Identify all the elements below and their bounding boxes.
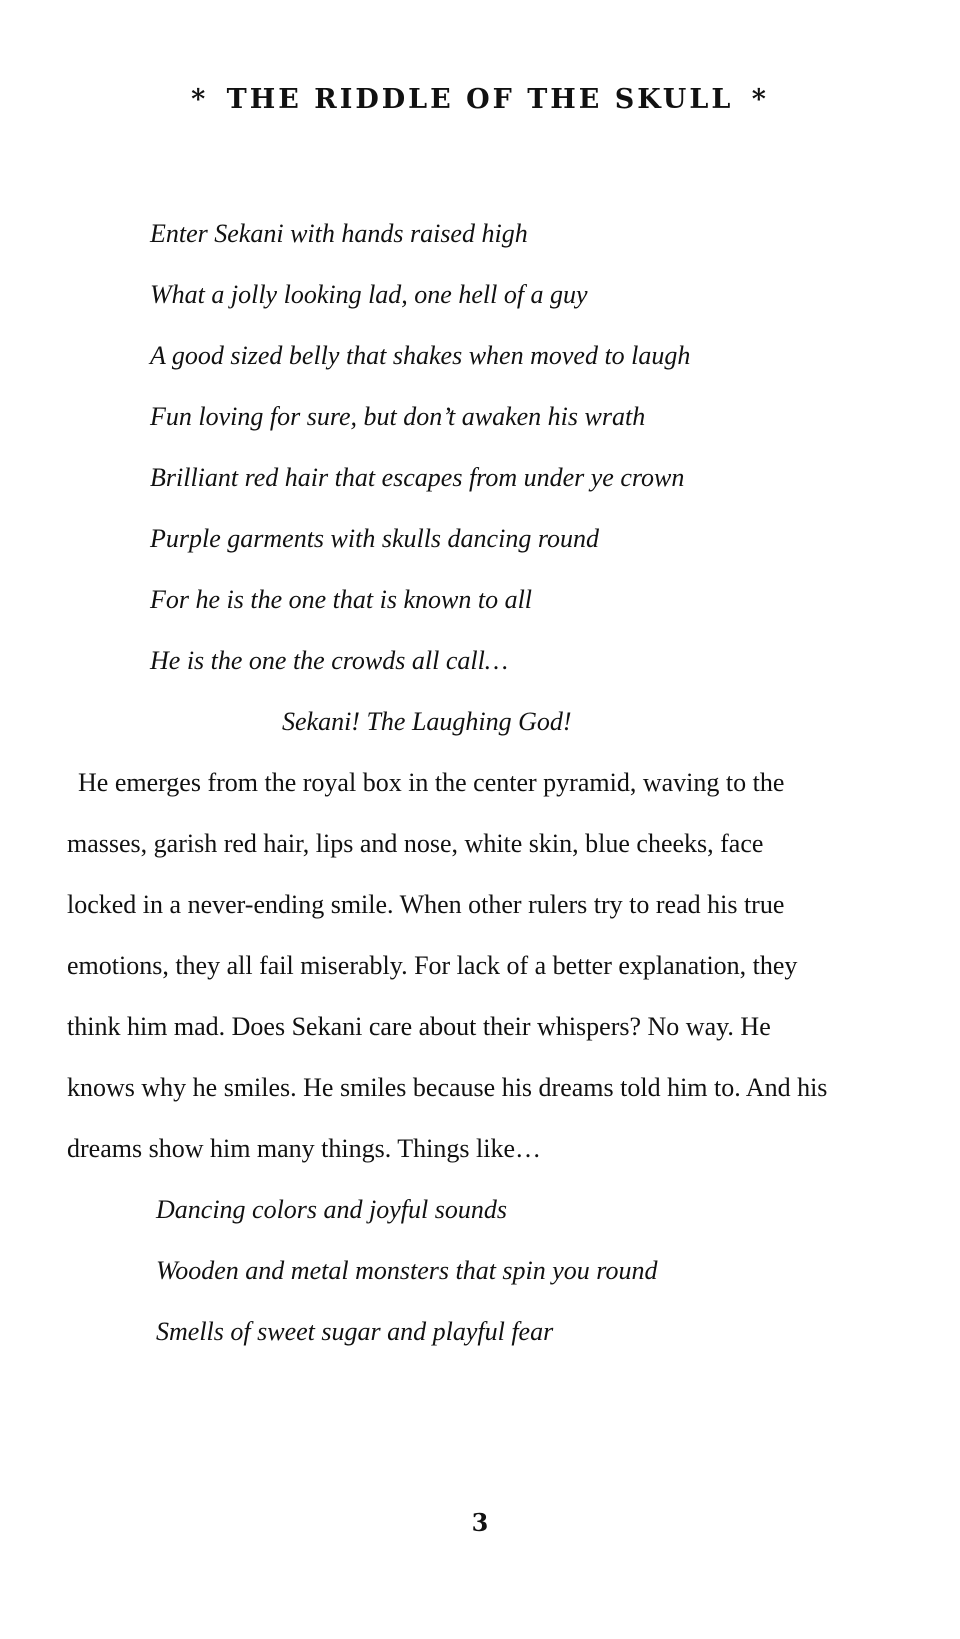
prose-line: He emerges from the royal box in the center pyramid, waving to the (78, 768, 785, 797)
prose-line: dreams show him many things. Things like… (67, 1134, 541, 1163)
title-ornament-left: * (191, 84, 209, 115)
prose-line: locked in a never-ending smile. When other rulers try to read his true (67, 890, 785, 919)
page-title (0, 84, 960, 115)
verse-line: Wooden and metal monsters that spin you round (156, 1256, 658, 1285)
prose-line: knows why he smiles. He smiles because his dreams told him to. And his (67, 1073, 828, 1102)
verse-line: Enter Sekani with hands raised high (150, 219, 528, 248)
verse-line: Brilliant red hair that escapes from under ye crown (150, 463, 685, 492)
page-number: 3 (471, 1508, 489, 1537)
prose-line: emotions, they all fail miserably. For lack of a better explanation, they (67, 951, 798, 980)
verse-line: What a jolly looking lad, one hell of a guy (150, 280, 588, 309)
prose-line: think him mad. Does Sekani care about their whispers? No way. He (67, 1012, 771, 1041)
verse-line: Dancing colors and joyful sounds (156, 1195, 507, 1224)
prose-line: masses, garish red hair, lips and nose, white skin, blue cheeks, face (67, 829, 764, 858)
verse-line: He is the one the crowds all call… (150, 646, 508, 675)
verse-line: Fun loving for sure, but don’t awaken his wrath (150, 402, 646, 431)
title-ornament-right: * (751, 84, 769, 115)
verse-line: For he is the one that is known to all (150, 585, 533, 614)
verse-line: Purple garments with skulls dancing round (150, 524, 599, 553)
chapter-title: THE RIDDLE OF THE SKULL (226, 84, 734, 115)
verse-line: Smells of sweet sugar and playful fear (156, 1317, 554, 1346)
verse-line: A good sized belly that shakes when moved to laugh (150, 341, 691, 370)
verse-refrain: Sekani! The Laughing God! (282, 707, 572, 736)
